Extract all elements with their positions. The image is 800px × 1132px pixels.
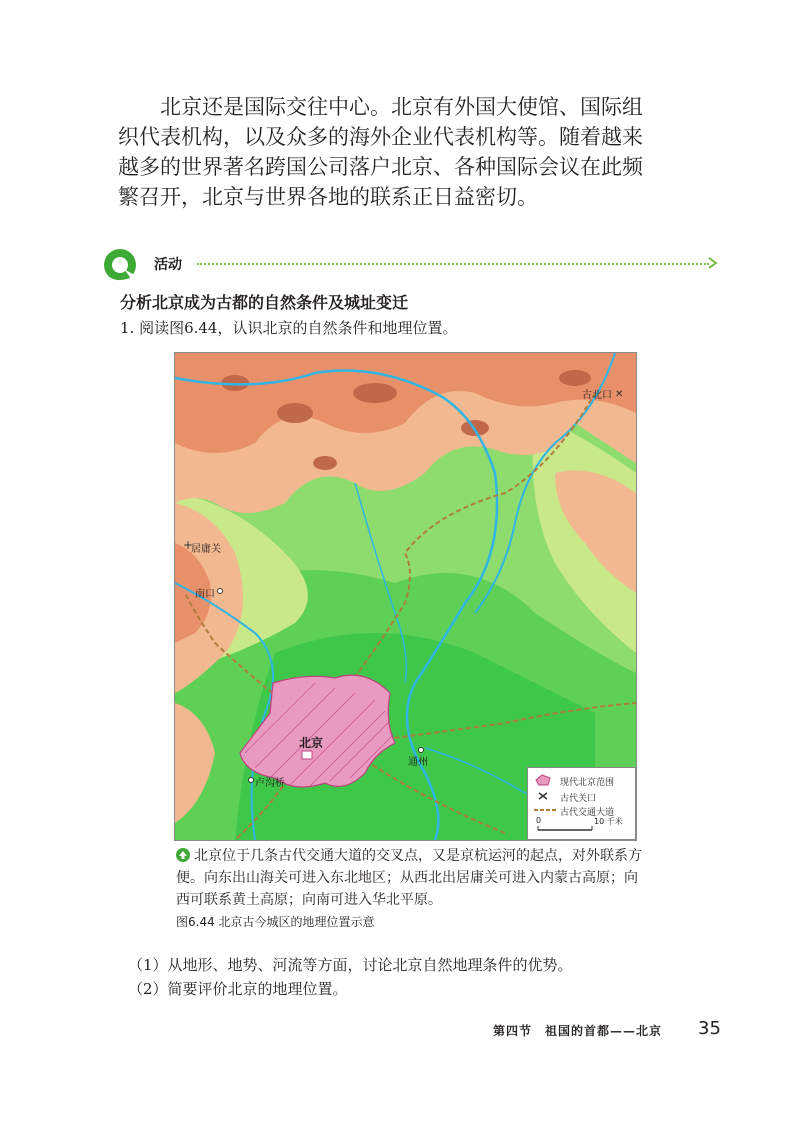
activity-task-1: 1. 阅读图6.44，认识北京的自然条件和地理位置。 [120, 319, 458, 337]
road-line-icon [534, 804, 556, 816]
label-nankou: 南口 [195, 589, 215, 600]
modern-area-swatch-icon [534, 774, 552, 786]
svg-text:+: + [183, 538, 194, 552]
label-beijing: 北京 [299, 736, 324, 750]
legend-ancient-pass: 古代关口 [534, 790, 552, 804]
label-gubeikou: 古北口 [582, 390, 612, 401]
arrow-up-icon [176, 848, 190, 862]
activity-icon [102, 247, 142, 283]
question-2: （2）简要评价北京的地理位置。 [128, 980, 348, 998]
label-tongzhou: 通州 [408, 757, 428, 768]
legend-scale-bar [534, 816, 634, 834]
map-legend [527, 767, 636, 840]
svg-text:✕: ✕ [615, 389, 624, 400]
map-note-text: 北京位于几条古代交通大道的交叉点，又是京杭运河的起点，对外联系方便。向东出山海关可进入东北地区；从西北出居庸关可进入内蒙古高原；向西可联系黄土高原；向南可进入华北平原。 [176, 848, 642, 908]
beijing-map [174, 352, 637, 841]
figure-caption: 图6.44 北京古今城区的地理位置示意 [176, 915, 375, 929]
legend-modern-area: 现代北京范围 [534, 774, 552, 788]
label-juyongguan: 居庸关 [191, 544, 221, 555]
activity-header [102, 247, 722, 281]
scale-bar-icon [534, 820, 594, 834]
scale-value: 10 千米 [594, 817, 623, 826]
body-paragraph: 北京还是国际交往中心。北京有外国大使馆、国际组织代表机构，以及众多的海外企业代表机构等。随着越来越多的世界著名跨国公司落户北京、各种国际会议在此频繁召开，北京与世界各地的联系正日益密切。 [118, 95, 643, 209]
chevron-right-icon [707, 257, 719, 269]
label-lugouqiao: 卢沟桥 [255, 778, 285, 789]
activity-label: 活动 [154, 257, 182, 273]
question-1: （1）从地形、地势、河流等方面，讨论北京自然地理条件的优势。 [128, 956, 573, 974]
map-note [176, 845, 646, 911]
activity-divider [197, 263, 709, 265]
footer-section-title: 第四节 祖国的首都——北京 [493, 1024, 663, 1038]
page-number: 35 [698, 1018, 721, 1039]
scale-zero: 0 [536, 816, 542, 825]
activity-title: 分析北京成为古都的自然条件及城址变迁 [120, 293, 409, 312]
legend-ancient-road: 古代交通大道 [534, 804, 556, 818]
pass-marker-icon [534, 790, 552, 802]
